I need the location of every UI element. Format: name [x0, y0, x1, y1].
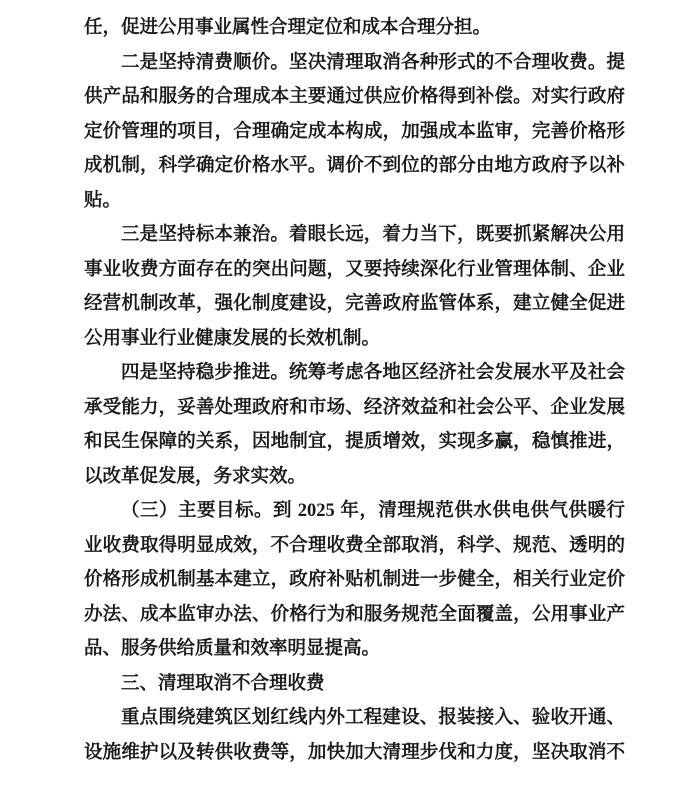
text-column — [84, 10, 625, 769]
text-line: 经营机制改革，强化制度建设，完善政府监管体系，建立健全促进 — [84, 292, 625, 313]
text-line: 定价管理的项目，合理确定成本构成，加强成本监审，完善价格形 — [84, 119, 625, 141]
text-line: 任，促进公用事业属性合理定位和成本合理分担。 — [84, 16, 492, 37]
text-line: 贴。 — [84, 188, 122, 210]
text-line: （三）主要目标。到 2025 年，清理规范供水供电供气供暖行 — [121, 499, 625, 521]
text-line: 业收费取得明显成效，不合理收费全部取消，科学、规范、透明的 — [84, 533, 625, 555]
text-line: 办法、成本监审办法、价格行为和服务规范全面覆盖，公用事业产 — [84, 602, 625, 624]
text-line: 重点围绕建筑区划红线内外工程建设、报装接入、验收开通、 — [121, 706, 625, 727]
text-line: 和民生保障的关系，因地制宜，提质增效，实现多赢，稳慎推进， — [84, 430, 625, 451]
text-line: 四是坚持稳步推进。统筹考虑各地区经济社会发展水平及社会 — [121, 361, 625, 382]
text-line: 公用事业行业健康发展的长效机制。 — [84, 326, 381, 348]
text-line: 承受能力，妥善处理政府和市场、经济效益和社会公平、企业发展 — [84, 395, 625, 417]
text-line: 事业收费方面存在的突出问题，又要持续深化行业管理体制、企业 — [84, 257, 625, 279]
section-heading: 三、清理取消不合理收费 — [121, 671, 325, 693]
text-line: 供产品和服务的合理成本主要通过供应价格得到补偿。对实行政府 — [84, 85, 625, 106]
text-line: 二是坚持清费顺价。坚决清理取消各种形式的不合理收费。提 — [121, 50, 625, 72]
text-line: 品、服务供给质量和效率明显提高。 — [84, 637, 381, 658]
text-line: 设施维护以及转供收费等，加快加大清理步伐和力度，坚决取消不 — [84, 740, 625, 762]
text-line: 以改革促发展，务求实效。 — [84, 464, 307, 486]
text-line: 价格形成机制基本建立，政府补贴机制进一步健全，相关行业定价 — [84, 568, 625, 589]
numeral: 2025 — [297, 501, 335, 521]
text-line: 三是坚持标本兼治。着眼长远，着力当下，既要抓紧解决公用 — [121, 223, 625, 244]
text-line: 成机制，科学确定价格水平。调价不到位的部分由地方政府予以补 — [84, 154, 625, 175]
